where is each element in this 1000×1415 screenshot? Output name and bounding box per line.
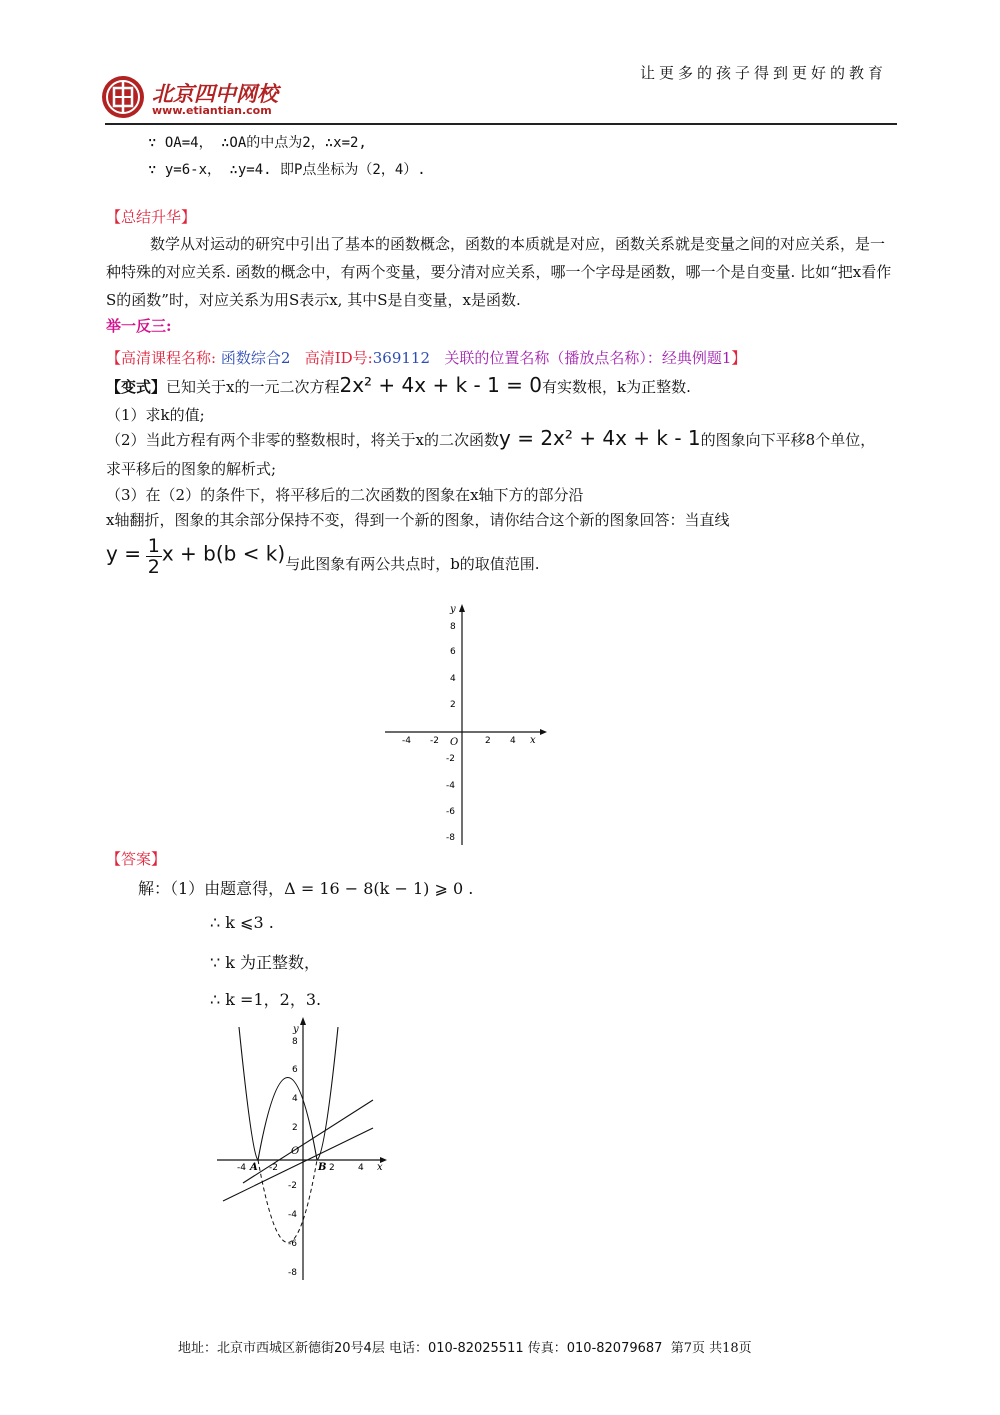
frac-numerator: 1: [147, 535, 160, 557]
footer-page: 第7页 共18页: [670, 1341, 752, 1356]
variant-q1: （1）求k的值;: [106, 406, 205, 424]
y-tick: 4: [450, 674, 456, 684]
x-ticks: [402, 736, 516, 746]
course-bracket-close: 】: [731, 349, 747, 367]
variant-tag: 【变式】: [106, 378, 167, 396]
juyi-heading: 举一反三:: [106, 317, 172, 335]
variant-q2-text: （2）当此方程有两个非零的整数根时，将关于x的二次函数: [106, 431, 500, 449]
y-tick: -4: [446, 781, 455, 791]
y-tick: 8: [292, 1037, 298, 1047]
header-divider: [105, 123, 897, 125]
y-tick: 6: [292, 1065, 298, 1075]
variant-intro-end: 有实数根，k为正整数.: [542, 378, 691, 396]
course-id-label: 高清ID号:: [304, 349, 373, 367]
y-tick: -8: [288, 1268, 297, 1278]
course-info: [106, 347, 746, 368]
variant-equation: 2x² + 4x + k - 1 = 0: [339, 373, 543, 397]
x-tick: -2: [269, 1163, 278, 1173]
variant-q2: [106, 426, 875, 450]
variant-q2-function: y = 2x² + 4x + k - 1: [499, 426, 701, 450]
logo-url: www.etiantian.com: [152, 104, 272, 117]
x-tick: -2: [430, 736, 439, 746]
y-tick: 8: [450, 622, 456, 632]
point-a-label: A: [250, 1162, 258, 1173]
line-equation-fraction: [146, 536, 162, 577]
logo: [100, 72, 320, 122]
frac-denominator: 2: [147, 556, 160, 578]
y-ticks: [288, 1037, 298, 1278]
y-tick: -4: [288, 1210, 297, 1220]
y-axis-label: y: [450, 604, 456, 615]
header-slogan: 让更多的孩子得到更好的教育: [640, 64, 888, 82]
variant-q2-continued: 求平移后的图象的解析式;: [106, 460, 277, 478]
answer-step-2: ∴ k ⩽3 .: [210, 913, 274, 932]
course-id-value: 369112: [372, 349, 430, 367]
flipped-arch: [258, 1078, 317, 1161]
footer-address: 地址：北京市西城区新德街20号4层 电话：010-82025511 传真：010-82079687: [178, 1341, 663, 1356]
blank-axes-graph: [380, 600, 550, 850]
variant-q3-line2: x轴翻折，图象的其余部分保持不变，得到一个新的图象，请你结合这个新的图象回答：当直线: [106, 511, 730, 529]
line-equation-y: y =: [106, 541, 141, 566]
dashed-original-part: [258, 1160, 317, 1243]
y-tick: 2: [292, 1123, 298, 1133]
variant-q3-text-end: 与此图象有两公共点时，b的取值范围.: [285, 554, 540, 573]
x-tick: 4: [358, 1163, 364, 1173]
course-name-label: 高清课程名称:: [121, 349, 217, 367]
footer: [178, 1337, 752, 1356]
logo-emblem-icon: [100, 74, 146, 120]
y-tick: -8: [446, 833, 455, 843]
x-tick: -4: [402, 736, 411, 746]
y-tick: -2: [446, 754, 455, 764]
x-axis-label: x: [377, 1162, 383, 1173]
variant-intro-text: 已知关于x的一元二次方程: [166, 378, 340, 396]
logo-name: 北京四中网校: [152, 81, 278, 106]
x-tick: -4: [237, 1163, 246, 1173]
answer-step-4: ∴ k =1，2，3.: [210, 990, 322, 1009]
y-tick: -2: [288, 1181, 297, 1191]
x-tick: 2: [329, 1163, 335, 1173]
prev-solution-line-2: ∵ y=6-x， ∴y=4. 即P点坐标为（2，4）.: [148, 162, 426, 178]
y-tick: -6: [288, 1239, 297, 1249]
answer-step-1: 解：（1）由题意得，Δ = 16 − 8(k − 1) ⩾ 0 .: [138, 879, 474, 898]
x-tick: 4: [510, 736, 516, 746]
y-tick: 4: [292, 1094, 298, 1104]
y-tick: 2: [450, 700, 456, 710]
variant-intro: [106, 373, 691, 397]
course-position-label: 关联的位置名称（播放点名称）：经典例题1: [444, 349, 732, 367]
y-axis-arrow-icon: [459, 604, 465, 612]
x-axis-arrow-icon: [540, 729, 547, 735]
y-tick: 6: [450, 647, 456, 657]
y-tick: -6: [446, 807, 455, 817]
course-bracket-open: 【: [106, 349, 122, 367]
variant-q3-line1: （3）在（2）的条件下，将平移后的二次函数的图象在x轴下方的部分沿: [106, 486, 584, 504]
x-axis-label: x: [530, 735, 536, 746]
upper-line: [243, 1100, 373, 1183]
origin-label: O: [450, 737, 459, 748]
answer-step-3: ∵ k 为正整数，: [210, 953, 321, 972]
summary-text: 数学从对运动的研究中引出了基本的函数概念，函数的本质就是对应，函数关系就是变量之间的对应关系，是一种特殊的对应关系. 函数的概念中，有两个变量，要分清对应关系，哪一个字母是函数，哪一个是自变量. 比如“把x看作S的函数”时，对应关系为用S表示x, 其中S是自变量，x是函数.: [106, 235, 892, 309]
x-tick: 2: [485, 736, 491, 746]
prev-solution-line-1: ∵ OA=4， ∴OA的中点为2，∴x=2,: [148, 135, 367, 151]
course-name-value: 函数综合2: [220, 349, 291, 367]
outer-parabola-branches: [239, 1027, 338, 1160]
answer-title: 【答案】: [106, 850, 167, 868]
variant-q3-line3: [106, 536, 540, 577]
solution-graph: [215, 1015, 395, 1285]
y-axis-label: y: [293, 1024, 299, 1035]
origin-label: O: [291, 1146, 300, 1157]
variant-q2-text-end: 的图象向下平移8个单位，: [700, 431, 876, 449]
y-axis-arrow-icon: [300, 1017, 306, 1025]
summary-title: 【总结升华】: [106, 208, 197, 226]
point-b-label: B: [318, 1162, 327, 1173]
line-equation-rest: x + b(b < k): [161, 541, 286, 566]
